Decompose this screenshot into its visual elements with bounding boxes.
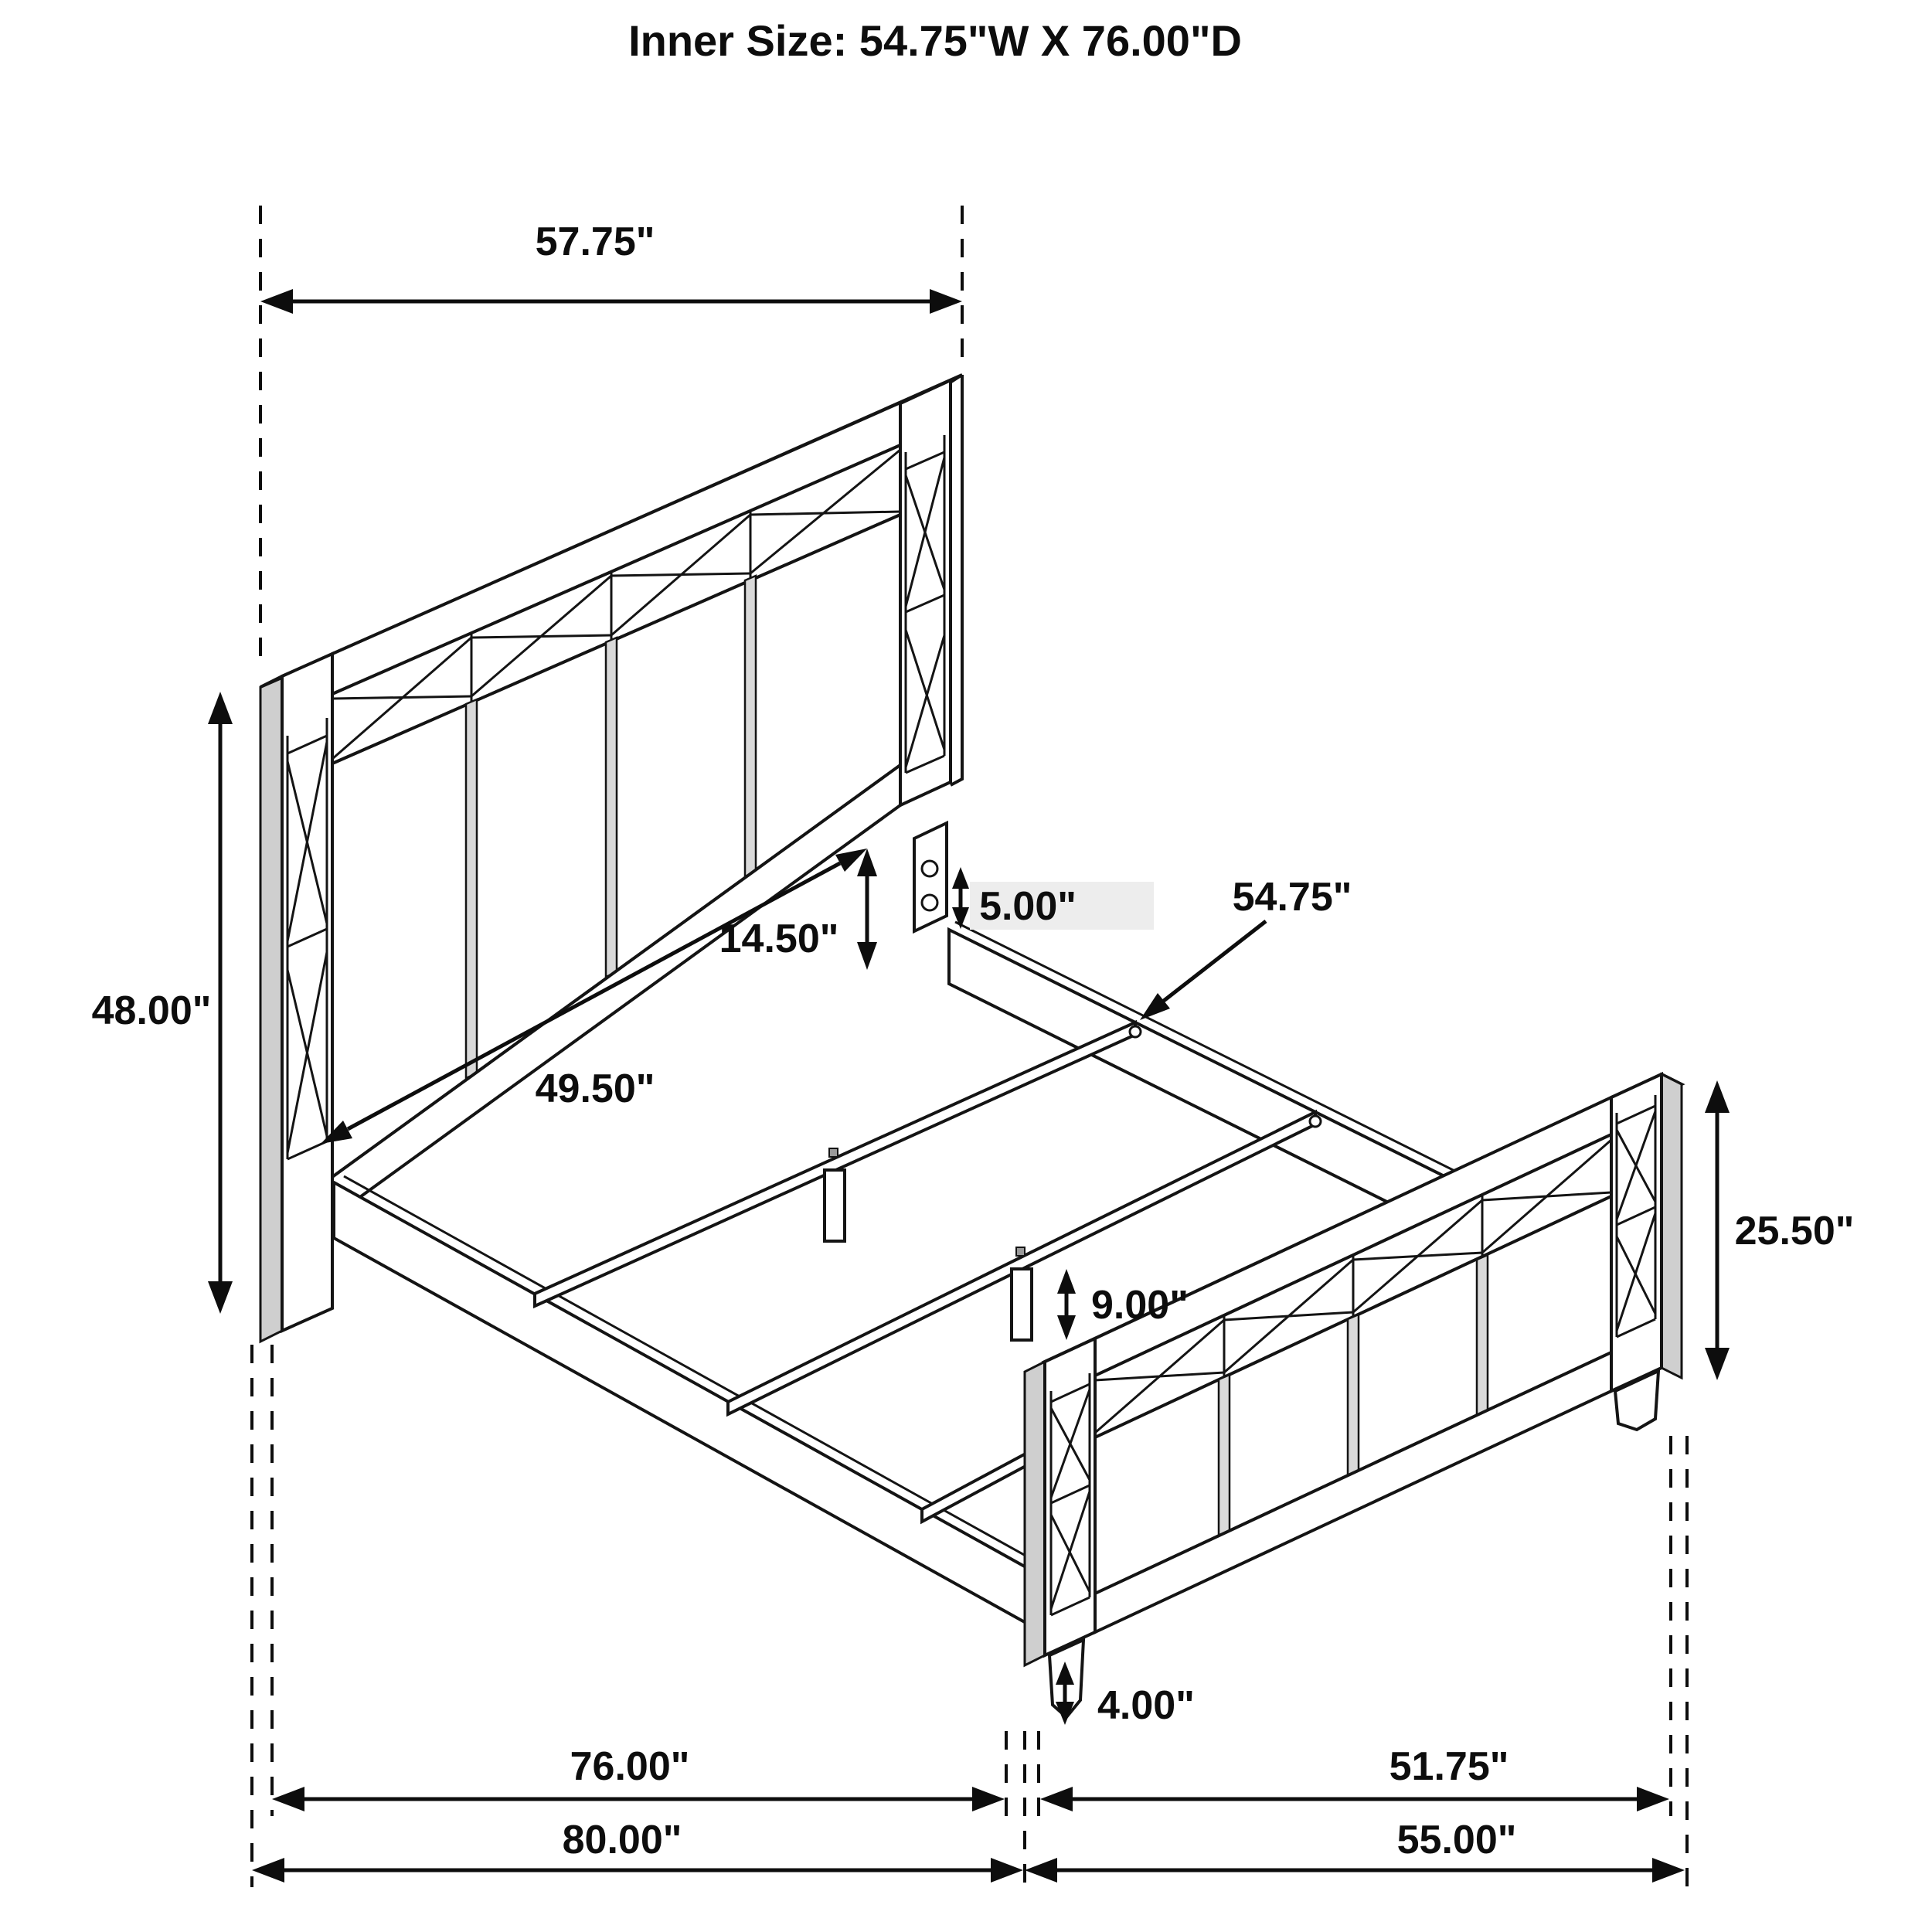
bracket-hole [922,861,937,876]
dim-footboard-overall-width [1025,1818,1685,1883]
dim-label-headboard-height: 48.00" [91,988,212,1033]
dim-bracket-holes [952,867,1154,930]
dim-label-footboard-overall-width: 55.00" [1396,1818,1517,1862]
footboard-mullion [1477,1255,1488,1416]
dim-label-inner-depth: 76.00" [570,1744,690,1789]
dim-slat-width [1140,875,1352,1020]
bracket-hole [922,895,937,910]
dim-overall-depth [252,1818,1023,1883]
screw [1016,1247,1025,1256]
screw [829,1148,838,1157]
dim-footboard-inner-width [1040,1744,1669,1811]
footboard-mullion [1348,1315,1359,1475]
dim-headboard-height [92,692,233,1314]
footboard-mullion [1219,1375,1230,1536]
dim-label-support-leg: 9.00" [1091,1283,1189,1328]
left-side-rail [334,1182,1051,1637]
screw-hole [1310,1116,1321,1127]
dim-label-slat-width: 54.75" [1232,875,1352,920]
footboard-right-side-face [1662,1074,1682,1378]
dim-label-footboard-height: 25.50" [1734,1209,1855,1253]
footboard-left-side-face [1025,1362,1045,1665]
dim-label-rail-length: 49.50" [535,1066,655,1111]
headboard-right-post [900,380,951,805]
headboard-mullion [606,638,617,977]
support-leg [1012,1269,1032,1340]
dim-label-headboard-width: 57.75" [535,219,655,264]
dim-inner-depth [272,1744,1005,1811]
dim-label-overall-depth: 80.00" [562,1818,682,1862]
headboard-mullion [745,576,756,876]
diagram-title: Inner Size: 54.75"W X 76.00"D [628,16,1242,65]
slat [535,1022,1135,1306]
dim-footboard-height [1705,1080,1854,1380]
headboard-mullion [466,699,477,1078]
dim-label-footboard-leg: 4.00" [1097,1683,1195,1728]
dim-label-footboard-inner-width: 51.75" [1389,1744,1509,1789]
support-leg [825,1170,845,1241]
dim-label-rail-to-panel: 14.50" [719,917,839,961]
headboard-left-side-face [260,676,282,1342]
screw-hole [1130,1026,1141,1037]
dim-label-bracket-holes: 5.00" [979,884,1077,929]
